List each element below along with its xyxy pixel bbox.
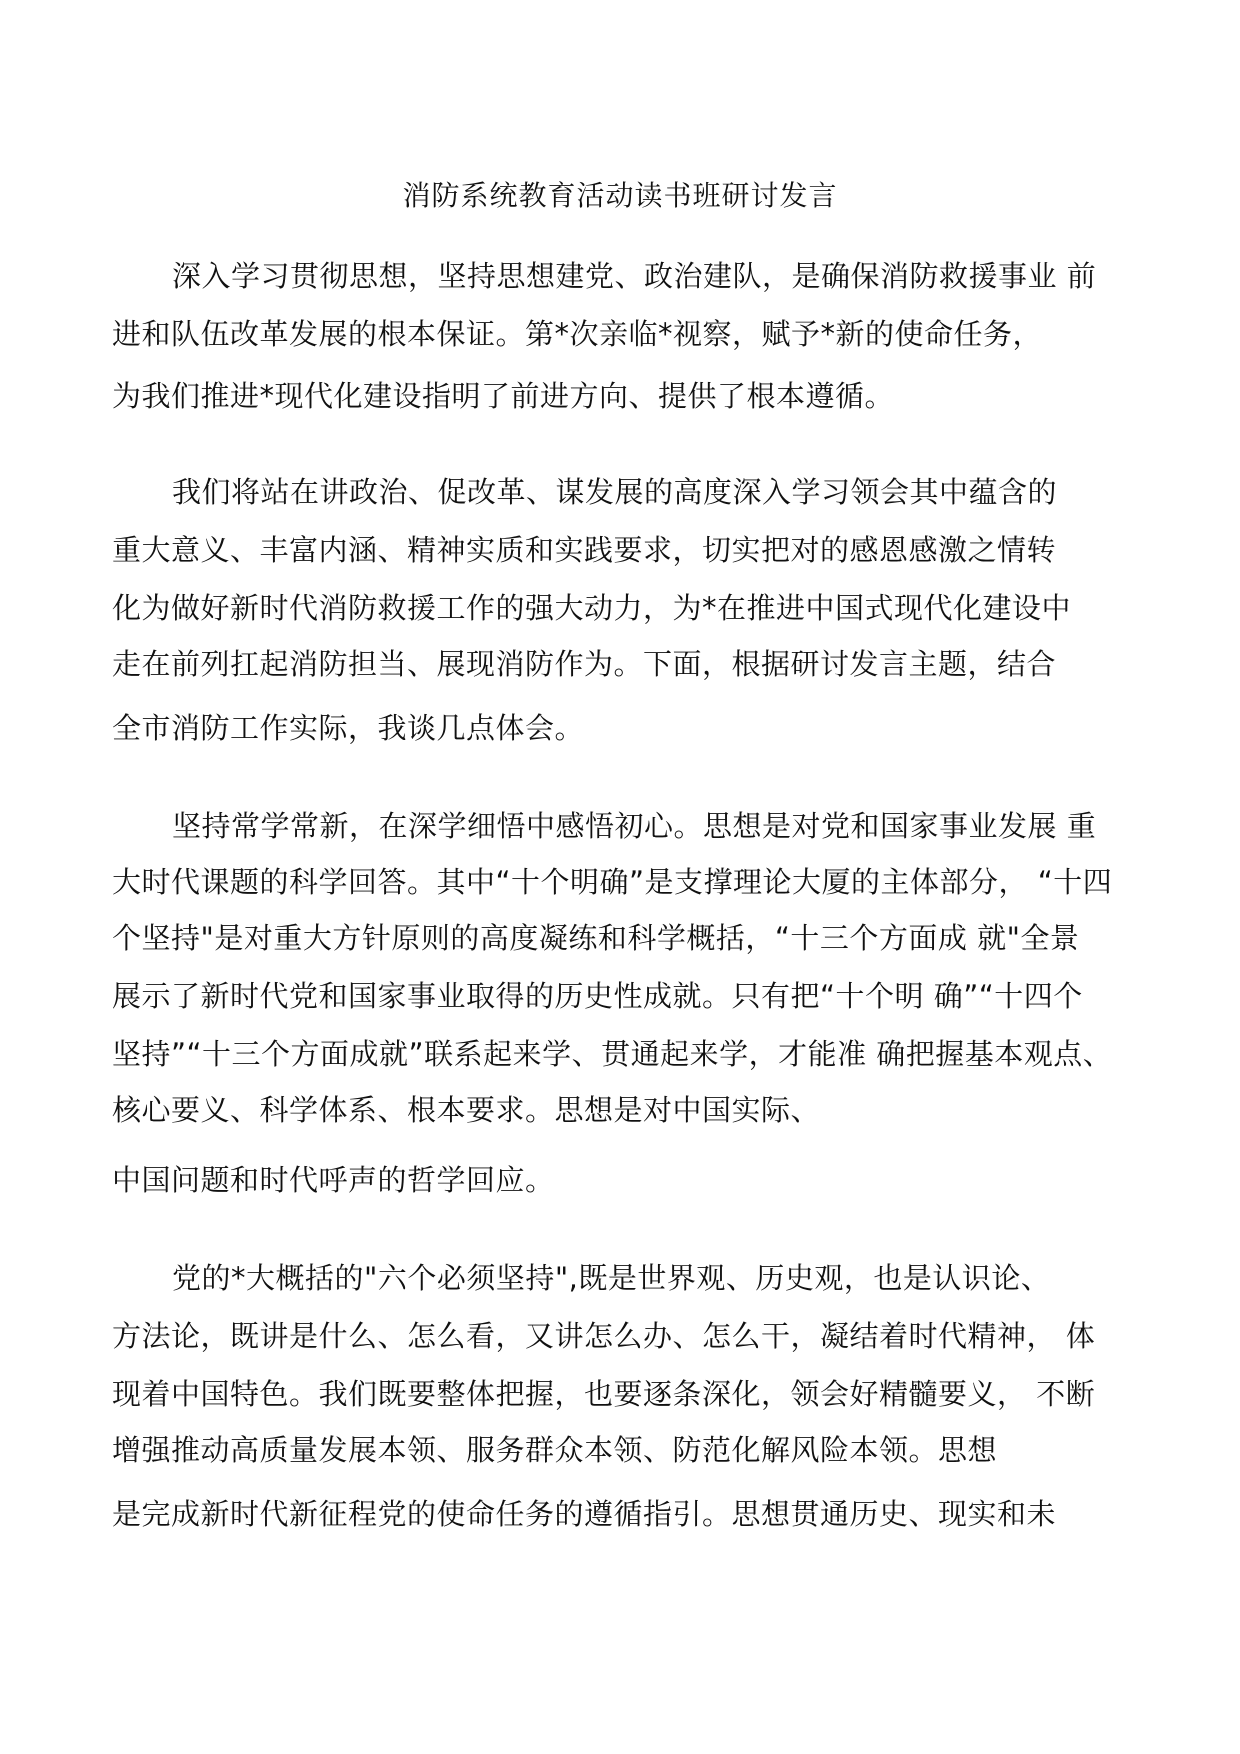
document-title: 消防系统教育活动读书班研讨发言	[402, 179, 838, 212]
paragraph-4-line-5: 是完成新时代新征程党的使命任务的遵循指引。思想贯通历史、现实和未	[112, 1497, 1057, 1531]
paragraph-1-line-2: 进和队伍改革发展的根本保证。第*次亲临*视察，赋予*新的使命任务，	[112, 317, 1043, 351]
paragraph-4-line-3: 现着中国特色。我们既要整体把握，也要逐条深化，领会好精髓要义， 不断	[112, 1377, 1096, 1411]
paragraph-4-line-4: 增强推动高质量发展本领、服务群众本领、防范化解风险本领。思想	[112, 1433, 998, 1467]
paragraph-3-line-5: 坚持”“十三个方面成就”联系起来学、贯通起来学，才能准 确把握基本观点、	[112, 1037, 1113, 1071]
paragraph-1-line-3: 为我们推进*现代化建设指明了前进方向、提供了根本遵循。	[112, 379, 895, 413]
paragraph-4-line-2: 方法论，既讲是什么、怎么看，又讲怎么办、怎么干，凝结着时代精神， 体	[112, 1319, 1096, 1353]
paragraph-3-line-7: 中国问题和时代呼声的哲学回应。	[112, 1163, 555, 1197]
paragraph-2-line-1: 我们将站在讲政治、促改革、谋发展的高度深入学习领会其中蕴含的	[172, 475, 1058, 509]
paragraph-3-line-3: 个坚持"是对重大方针原则的高度凝练和科学概括，“十三个方面成 就"全景	[112, 921, 1080, 955]
paragraph-2-line-2: 重大意义、丰富内涵、精神实质和实践要求，切实把对的感恩感激之情转	[112, 533, 1057, 567]
paragraph-2-line-5: 全市消防工作实际，我谈几点体会。	[112, 711, 585, 745]
paragraph-3-line-1: 坚持常学常新，在深学细悟中感悟初心。思想是对党和国家事业发展 重	[172, 809, 1097, 843]
paragraph-3-line-6: 核心要义、科学体系、根本要求。思想是对中国实际、	[112, 1093, 821, 1127]
paragraph-2-line-4: 走在前列扛起消防担当、展现消防作为。下面，根据研讨发言主题，结合	[112, 647, 1057, 681]
paragraph-1-line-1: 深入学习贯彻思想，坚持思想建党、政治建队，是确保消防救援事业 前	[172, 259, 1097, 293]
paragraph-2-line-3: 化为做好新时代消防救援工作的强大动力，为*在推进中国式现代化建设中	[112, 591, 1072, 625]
paragraph-3-line-2: 大时代课题的科学回答。其中“十个明确”是支撑理论大厦的主体部分， “十四	[112, 865, 1113, 899]
paragraph-4-line-1: 党的*大概括的"六个必须坚持",既是世界观、历史观，也是认识论、	[172, 1261, 1051, 1295]
paragraph-3-line-4: 展示了新时代党和国家事业取得的历史性成就。只有把“十个明 确”“十四个	[112, 979, 1083, 1013]
